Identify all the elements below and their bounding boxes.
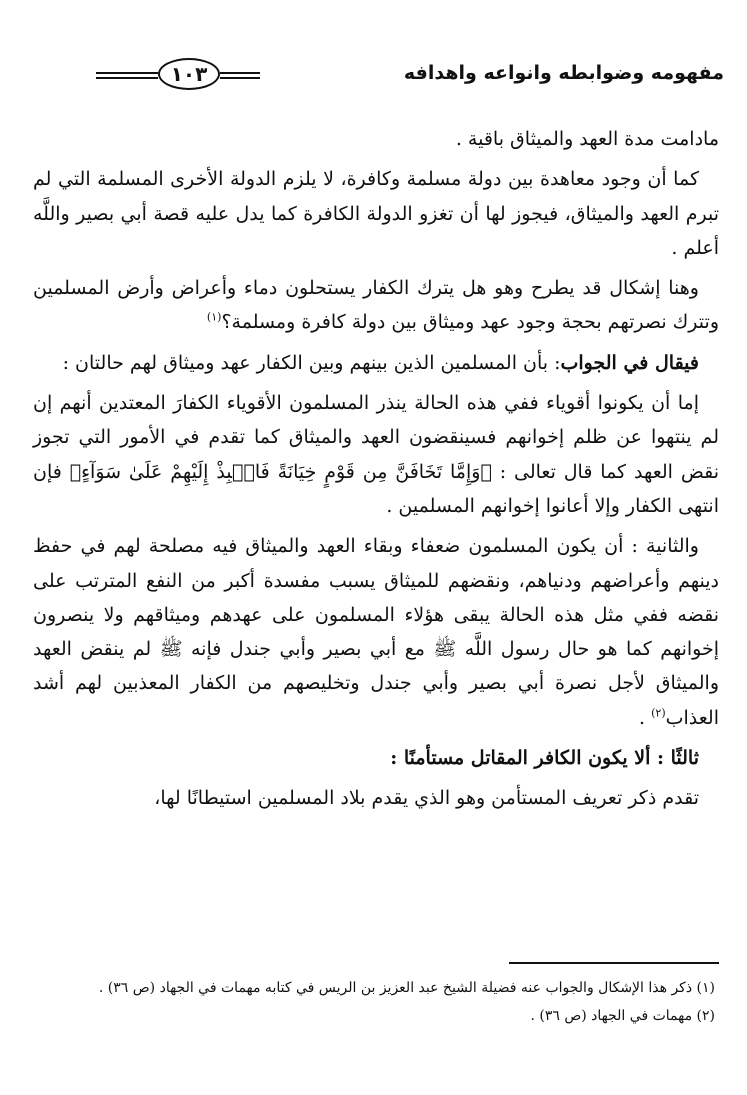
running-title: مفهومه وضوابطه وانواعه واهدافه <box>403 62 724 84</box>
paragraph-5: إما أن يكونوا أقوياء ففي هذه الحالة ينذر المسلمون الأقوياء الكفارَ المعتدين أنهم إن لم ينتهوا عن ظلم إخوانهم فسينقضون العهد والميثاق كما تقدم في الأمور التي تجوز نقض العهد كما قال تعالى : ﴿وَإِمَّا تَخَافَنَّ مِن قَوْمٍ خِيَانَةً فَانۢبِذْ إِلَيْهِمْ عَلَىٰ سَوَآءٍ﴾ فإن انتهى الكفار وإلا أعانوا إخوانهم المسلمين . <box>33 392 719 517</box>
paragraph-6-text: والثانية : أن يكون المسلمون ضعفاء وبقاء العهد والميثاق فيه مصلحة لهم في حفظ دينهم وأعراضهم ودنياهم، ونقضهم للميثاق يسبب مفسدة أكبر من النفع المترتب على نقضه ففي مثل هذه الحالة يبقى هؤلاء المسلمون على عهدهم وميثاقهم ولا ينصرون إخوانهم كما هو حال رسول اللَّه ﷺ مع أبي بصير وأبي جندل فإنه ﷺ لم ينقض العهد والميثاق لأجل نصرة أبي بصير وأبي جندل وتخليصهم من الكفار المعذبين لهم أشد العذاب <box>33 535 719 729</box>
footnote-separator <box>509 962 719 964</box>
page-header <box>96 56 724 96</box>
footnote-2: (٢) مهمات في الجهاد (ص ٣٦) . <box>530 1008 715 1024</box>
header-rule-left <box>96 72 158 79</box>
section-heading-third: ثالثًا : ألا يكون الكافر المقاتل مستأمنًا : <box>390 747 699 770</box>
paragraph-3 <box>33 271 719 340</box>
paragraph-4-text: : بأن المسلمين الذين بينهم وبين الكفار عهد وميثاق لهم حالتان : <box>62 351 561 374</box>
body-text <box>33 122 719 822</box>
footnote-1: (١) ذكر هذا الإشكال والجواب عنه فضيلة الشيخ عبد العزيز بن الريس في كتابه مهمات في الجهاد (ص ٣٦) . <box>98 980 715 996</box>
page-number: ١٠٣ <box>158 58 220 90</box>
answer-lead: فيقال في الجواب <box>560 351 699 374</box>
paragraph-7: تقدم ذكر تعريف المستأمن وهو الذي يقدم بلاد المسلمين استيطانًا لها، <box>154 787 699 810</box>
footnotes <box>35 974 715 1030</box>
paragraph-6-end: . <box>639 706 652 729</box>
paragraph-4 <box>33 346 719 380</box>
footnote-ref-2[interactable]: (٢) <box>651 706 666 720</box>
paragraph-2: كما أن وجود معاهدة بين دولة مسلمة وكافرة، لا يلزم الدولة الأخرى المسلمة التي لم تبرم العهد والميثاق، فيجوز لها أن تغزو الدولة الكافرة كما يدل عليه قصة أبي بصير واللَّه أعلم . <box>33 168 719 259</box>
paragraph-3-text: وهنا إشكال قد يطرح وهو هل يترك الكفار يستحلون دماء وأعراض وأرض المسلمين وتترك نصرتهم بحجة وجود عهد وميثاق بين دولة كافرة ومسلمة؟ <box>33 277 719 334</box>
paragraph-6 <box>33 529 719 735</box>
footnote-ref-1[interactable]: (١) <box>206 311 222 325</box>
header-rule-middle <box>220 72 260 79</box>
paragraph-1: مادامت مدة العهد والميثاق باقية . <box>455 128 719 150</box>
